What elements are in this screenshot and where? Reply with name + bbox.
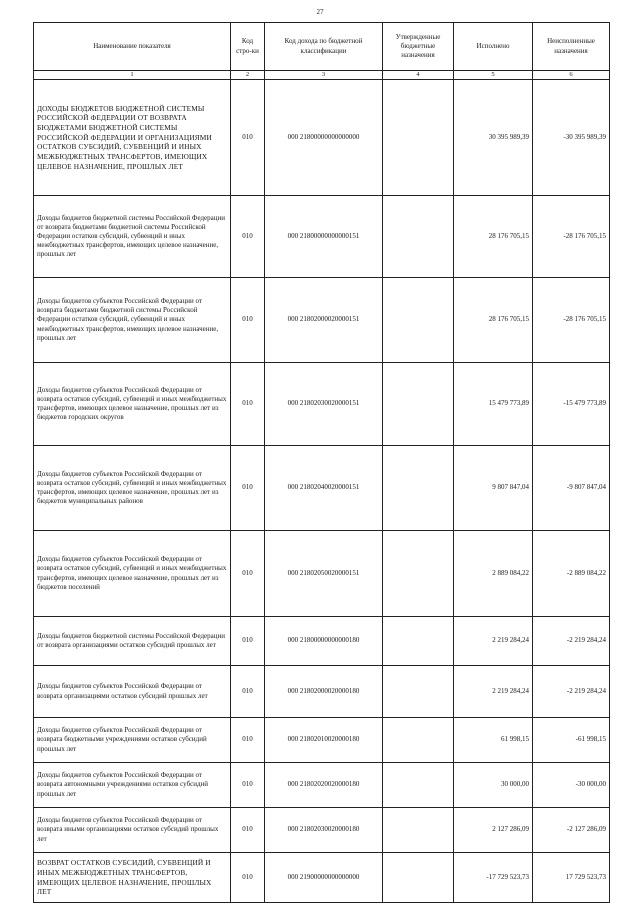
budget-code-cell: 000 21802000020000180 [265, 666, 383, 718]
indicator-name-cell: ВОЗВРАТ ОСТАТКОВ СУБСИДИЙ, СУБВЕНЦИЙ И ИНЫХ МЕЖБЮДЖЕТНЫХ ТРАНСФЕРТОВ, ИМЕЮЩИХ ЦЕЛЕВОЕ НАЗНАЧЕНИЕ, ПРОШЛЫХ ЛЕТ [34, 853, 231, 903]
unexecuted-cell: -61 998,15 [533, 718, 610, 763]
budget-code-cell: 000 21802030020000151 [265, 363, 383, 446]
unexecuted-cell: -15 479 773,89 [533, 363, 610, 446]
table-row [34, 196, 610, 278]
column-number: 3 [265, 71, 383, 80]
approved-cell [383, 196, 454, 278]
line-code-cell: 010 [231, 853, 265, 903]
table-header-row [34, 23, 610, 71]
page-number: 27 [316, 8, 324, 16]
line-code-cell: 010 [231, 80, 265, 196]
header-name: Наименование показателя [34, 23, 231, 71]
approved-cell [383, 808, 454, 853]
approved-cell [383, 363, 454, 446]
column-number-row [34, 71, 610, 80]
header-code: Код стро-ки [231, 23, 265, 71]
column-number: 1 [34, 71, 231, 80]
executed-cell: 2 127 286,09 [454, 808, 533, 853]
executed-cell: 9 807 847,04 [454, 446, 533, 531]
unexecuted-cell: -30 395 989,39 [533, 80, 610, 196]
table-row [34, 666, 610, 718]
line-code-cell: 010 [231, 446, 265, 531]
approved-cell [383, 617, 454, 666]
table-row [34, 718, 610, 763]
indicator-name-cell: Доходы бюджетов субъектов Российской Федерации от возврата автономными учреждениями остатков субсидий прошлых лет [34, 763, 231, 808]
approved-cell [383, 80, 454, 196]
unexecuted-cell: 17 729 523,73 [533, 853, 610, 903]
indicator-name-cell: Доходы бюджетов субъектов Российской Федерации от возврата остатков субсидий, субвенций и иных межбюджетных трансфертов, имеющих целевое назначение, прошлых лет из бюджетов муниципальных районов [34, 446, 231, 531]
budget-code-cell: 000 21802000020000151 [265, 278, 383, 363]
budget-code-cell: 000 21802040020000151 [265, 446, 383, 531]
line-code-cell: 010 [231, 531, 265, 617]
indicator-name-cell: Доходы бюджетов субъектов Российской Федерации от возврата остатков субсидий, субвенций и иных межбюджетных трансфертов, имеющих целевое назначение, прошлых лет из бюджетов городских округов [34, 363, 231, 446]
unexecuted-cell: -9 807 847,04 [533, 446, 610, 531]
budget-code-cell: 000 21802010020000180 [265, 718, 383, 763]
line-code-cell: 010 [231, 196, 265, 278]
budget-code-cell: 000 21900000000000000 [265, 853, 383, 903]
indicator-name-cell: Доходы бюджетов субъектов Российской Федерации от возврата бюджетными учреждениями остатков субсидий прошлых лет [34, 718, 231, 763]
line-code-cell: 010 [231, 617, 265, 666]
budget-code-cell: 000 21802030020000180 [265, 808, 383, 853]
budget-code-cell: 000 21802050020000151 [265, 531, 383, 617]
header-unexecuted: Неисполненные назначения [533, 23, 610, 71]
budget-code-cell: 000 21800000000000000 [265, 80, 383, 196]
revenue-table [33, 22, 610, 903]
approved-cell [383, 531, 454, 617]
unexecuted-cell: -2 127 286,09 [533, 808, 610, 853]
budget-code-cell: 000 21802020020000180 [265, 763, 383, 808]
indicator-name-cell: Доходы бюджетов субъектов Российской Федерации от возврата организациями остатков субсидий прошлых лет [34, 666, 231, 718]
unexecuted-cell: -2 219 284,24 [533, 617, 610, 666]
approved-cell [383, 446, 454, 531]
unexecuted-cell: -2 889 084,22 [533, 531, 610, 617]
indicator-name-cell: Доходы бюджетов бюджетной системы Российской Федерации от возврата бюджетами бюджетной системы Российской Федерации остатков субсидий, субвенций и иных межбюджетных трансфертов, имеющих целевое назначение, прошлых лет [34, 196, 231, 278]
indicator-name-cell: Доходы бюджетов субъектов Российской Федерации от возврата иными организациями остатков субсидий прошлых лет [34, 808, 231, 853]
approved-cell [383, 278, 454, 363]
executed-cell: 15 479 773,89 [454, 363, 533, 446]
line-code-cell: 010 [231, 808, 265, 853]
approved-cell [383, 666, 454, 718]
executed-cell: 2 219 284,24 [454, 617, 533, 666]
column-number: 6 [533, 71, 610, 80]
line-code-cell: 010 [231, 278, 265, 363]
table-row [34, 446, 610, 531]
executed-cell: 30 000,00 [454, 763, 533, 808]
unexecuted-cell: -28 176 705,15 [533, 278, 610, 363]
table-row [34, 763, 610, 808]
executed-cell: 61 998,15 [454, 718, 533, 763]
table-row [34, 853, 610, 903]
table-body [34, 80, 610, 903]
unexecuted-cell: -28 176 705,15 [533, 196, 610, 278]
column-number: 5 [454, 71, 533, 80]
executed-cell: 30 395 989,39 [454, 80, 533, 196]
approved-cell [383, 853, 454, 903]
unexecuted-cell: -30 000,00 [533, 763, 610, 808]
indicator-name-cell: ДОХОДЫ БЮДЖЕТОВ БЮДЖЕТНОЙ СИСТЕМЫ РОССИЙСКОЙ ФЕДЕРАЦИИ ОТ ВОЗВРАТА БЮДЖЕТАМИ БЮДЖЕТНОЙ СИСТЕМЫ РОССИЙСКОЙ ФЕДЕРАЦИИ И ОРГАНИЗАЦИЯМИ ОСТАТКОВ СУБСИДИЙ, СУБВЕНЦИЙ И ИНЫХ МЕЖБЮДЖЕТНЫХ ТРАНСФЕРТОВ, ИМЕЮЩИХ ЦЕЛЕВОЕ НАЗНАЧЕНИЕ, ПРОШЛЫХ ЛЕТ [34, 80, 231, 196]
executed-cell: -17 729 523,73 [454, 853, 533, 903]
table-row [34, 363, 610, 446]
table-row [34, 278, 610, 363]
header-kbk: Код дохода по бюджетной классификации [265, 23, 383, 71]
table-row [34, 617, 610, 666]
executed-cell: 28 176 705,15 [454, 278, 533, 363]
indicator-name-cell: Доходы бюджетов субъектов Российской Федерации от возврата бюджетами бюджетной системы Российской Федерации остатков субсидий, субвенций и иных межбюджетных трансфертов, имеющих целевое назначение, прошлых лет [34, 278, 231, 363]
header-executed: Исполнено [454, 23, 533, 71]
table-row [34, 531, 610, 617]
table-row [34, 808, 610, 853]
unexecuted-cell: -2 219 284,24 [533, 666, 610, 718]
executed-cell: 2 889 084,22 [454, 531, 533, 617]
line-code-cell: 010 [231, 718, 265, 763]
line-code-cell: 010 [231, 666, 265, 718]
budget-code-cell: 000 21800000000000151 [265, 196, 383, 278]
approved-cell [383, 718, 454, 763]
executed-cell: 2 219 284,24 [454, 666, 533, 718]
column-number: 4 [383, 71, 454, 80]
line-code-cell: 010 [231, 763, 265, 808]
table-row [34, 80, 610, 196]
budget-code-cell: 000 21800000000000180 [265, 617, 383, 666]
indicator-name-cell: Доходы бюджетов субъектов Российской Федерации от возврата остатков субсидий, субвенций и иных межбюджетных трансфертов, имеющих целевое назначение, прошлых лет из бюджетов поселений [34, 531, 231, 617]
indicator-name-cell: Доходы бюджетов бюджетной системы Российской Федерации от возврата организациями остатков субсидий прошлых лет [34, 617, 231, 666]
header-approved: Утвержденные бюджетные назначения [383, 23, 454, 71]
column-number: 2 [231, 71, 265, 80]
line-code-cell: 010 [231, 363, 265, 446]
executed-cell: 28 176 705,15 [454, 196, 533, 278]
approved-cell [383, 763, 454, 808]
